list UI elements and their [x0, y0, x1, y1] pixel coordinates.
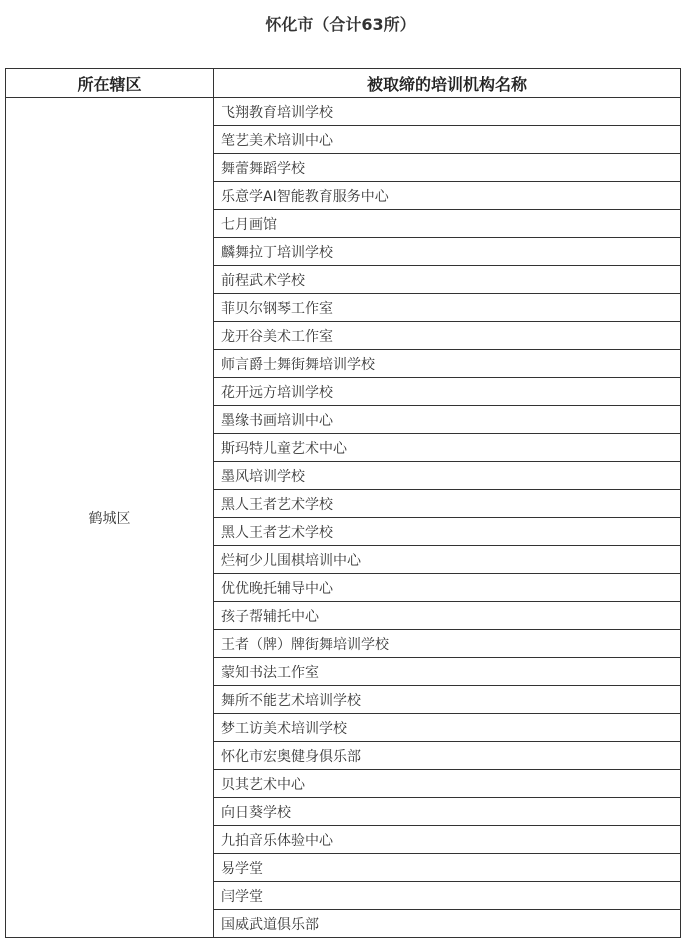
institution-name-cell: 优优晚托辅导中心 [214, 574, 681, 602]
institution-name-cell: 师言爵士舞街舞培训学校 [214, 350, 681, 378]
institution-name-cell: 九拍音乐体验中心 [214, 826, 681, 854]
institution-name-cell: 龙开谷美术工作室 [214, 322, 681, 350]
institution-name-cell: 蒙知书法工作室 [214, 658, 681, 686]
institution-name-cell: 墨缘书画培训中心 [214, 406, 681, 434]
institution-name-cell: 墨风培训学校 [214, 462, 681, 490]
institution-name-cell: 向日葵学校 [214, 798, 681, 826]
institution-name-cell: 黑人王者艺术学校 [214, 490, 681, 518]
institution-name-cell: 烂柯少儿围棋培训中心 [214, 546, 681, 574]
table-row [6, 98, 681, 126]
institution-name-cell: 飞翔教育培训学校 [214, 98, 681, 126]
institution-name-cell: 国威武道俱乐部 [214, 910, 681, 938]
institution-name-cell: 怀化市宏奥健身俱乐部 [214, 742, 681, 770]
institution-name-cell: 梦工访美术培训学校 [214, 714, 681, 742]
header-district: 所在辖区 [6, 69, 214, 98]
institution-name-cell: 舞蕾舞蹈学校 [214, 154, 681, 182]
institution-name-cell: 麟舞拉丁培训学校 [214, 238, 681, 266]
institution-name-cell: 斯玛特儿童艺术中心 [214, 434, 681, 462]
institution-name-cell: 乐意学AI智能教育服务中心 [214, 182, 681, 210]
institution-name-cell: 闫学堂 [214, 882, 681, 910]
institution-name-cell: 舞所不能艺术培训学校 [214, 686, 681, 714]
district-cell: 鹤城区 [6, 98, 214, 938]
institution-name-cell: 王者（牌）牌街舞培训学校 [214, 630, 681, 658]
institution-name-cell: 孩子帮辅托中心 [214, 602, 681, 630]
page-title: 怀化市（合计63所） [265, 15, 416, 34]
institution-name-cell: 易学堂 [214, 854, 681, 882]
institution-name-cell: 花开远方培训学校 [214, 378, 681, 406]
institution-name-cell: 笔艺美术培训中心 [214, 126, 681, 154]
institution-name-cell: 前程武术学校 [214, 266, 681, 294]
table-body [6, 98, 681, 938]
header-row [6, 69, 681, 98]
institution-name-cell: 七月画馆 [214, 210, 681, 238]
institution-table [5, 68, 681, 938]
institution-name-cell: 菲贝尔钢琴工作室 [214, 294, 681, 322]
institution-name-cell: 贝其艺术中心 [214, 770, 681, 798]
institution-name-cell: 黑人王者艺术学校 [214, 518, 681, 546]
header-institution-name: 被取缔的培训机构名称 [214, 69, 681, 98]
